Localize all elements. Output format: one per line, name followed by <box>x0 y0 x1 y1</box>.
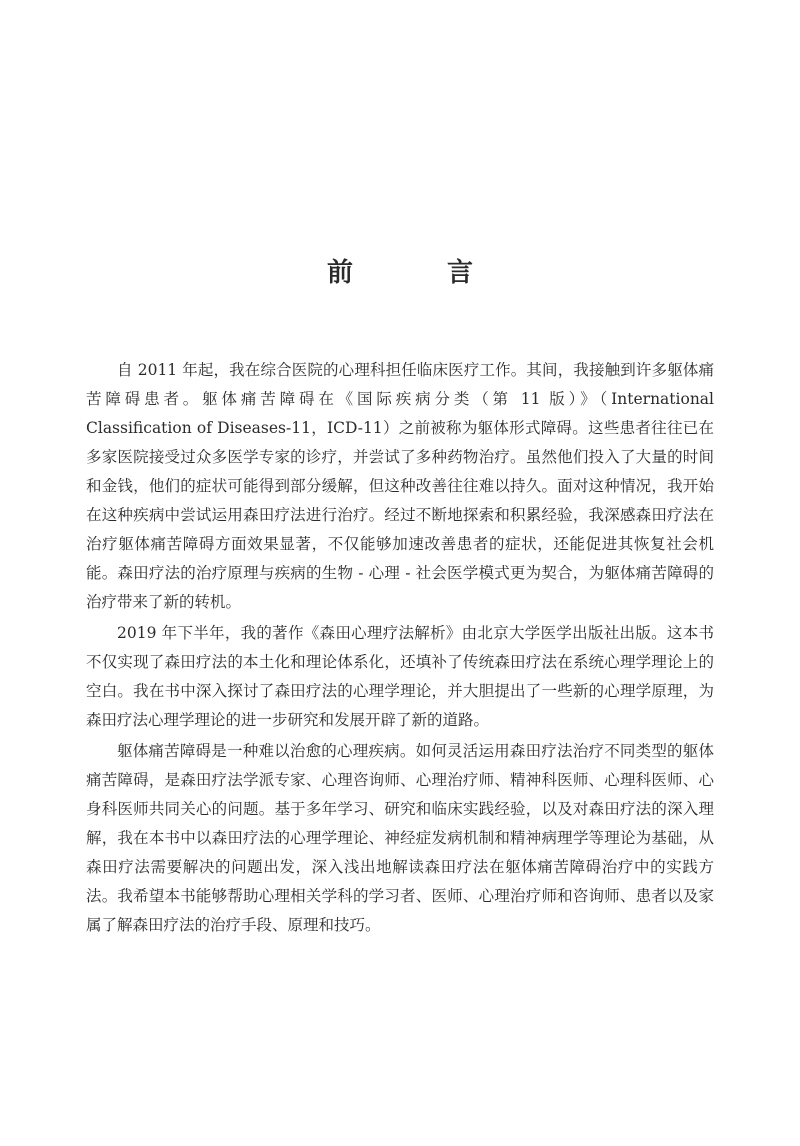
page-title: 前 言 <box>326 258 507 289</box>
paragraph-2: 2019 年下半年，我的著作《森田心理疗法解析》由北京大学医学出版社出版。这本书不仅实现了森田疗法的本土化和理论体系化，还填补了传统森田疗法在系统心理学理论上的空白。我在书中深入探讨了森田疗法的心理学理论，并大胆提出了一些新的心理学原理，为森田疗法心理学理论的进一步研究和发展开辟了新的道路。 <box>86 624 714 729</box>
paragraph-1: 自 2011 年起，我在综合医院的心理科担任临床医疗工作。其间，我接触到许多躯体痛苦障碍患者。躯体痛苦障碍在《国际疾病分类（第 11 版）》（International Classification of Diseases-11，ICD-11）之前被称为躯体形式障碍。这些患者往往已在多家医院接受过众多医学专家的诊疗，并尝试了多种药物治疗。虽然他们投入了大量的时间和金钱，他们的症状可能得到部分缓解，但这种改善往往难以持久。面对这种情况，我开始在这种疾病中尝试运用森田疗法进行治疗。经过不断地探索和积累经验，我深感森田疗法在治疗躯体痛苦障碍方面效果显著，不仅能够加速改善患者的症状，还能促进其恢复社会机能。森田疗法的治疗原理与疾病的生物 - 心理 - 社会医学模式更为契合，为躯体痛苦障碍的治疗带来了新的转机。 <box>86 361 714 611</box>
preface-body <box>86 356 714 942</box>
paragraph-3: 躯体痛苦障碍是一种难以治愈的心理疾病。如何灵活运用森田疗法治疗不同类型的躯体痛苦障碍，是森田疗法学派专家、心理咨询师、心理治疗师、精神科医师、心理科医师、心身科医师共同关心的问题。基于多年学习、研究和临床实践经验，以及对森田疗法的深入理解，我在本书中以森田疗法的心理学理论、神经症发病机制和精神病理学等理论为基础，从森田疗法需要解决的问题出发，深入浅出地解读森田疗法在躯体痛苦障碍治疗中的实践方法。我希望本书能够帮助心理相关学科的学习者、医师、心理治疗师和咨询师、患者以及家属了解森田疗法的治疗手段、原理和技巧。 <box>86 742 714 934</box>
